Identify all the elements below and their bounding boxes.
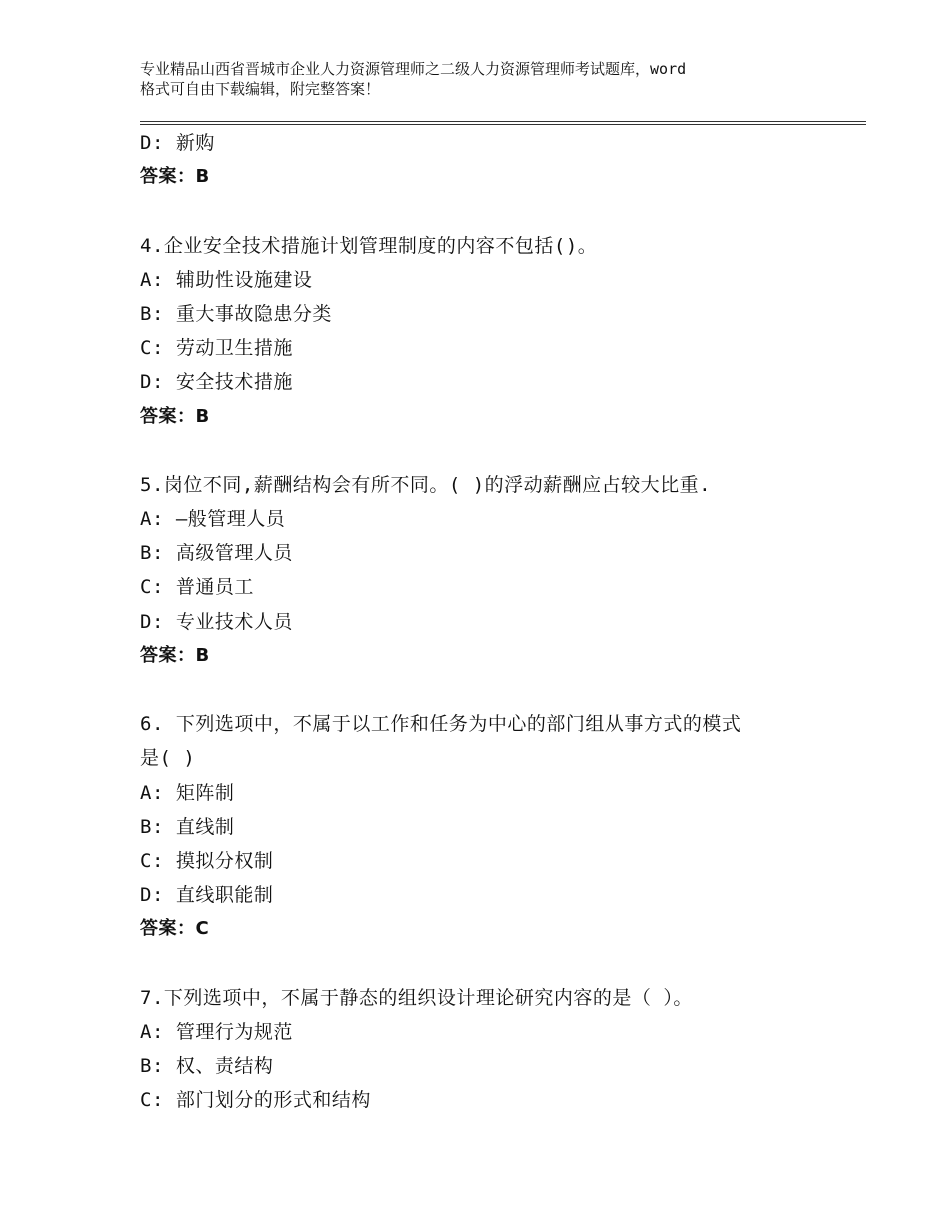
option-a-q7: A: 管理行为规范 — [140, 1020, 293, 1043]
option-d-q5: D: 专业技术人员 — [140, 610, 293, 633]
option-b-q7: B: 权、责结构 — [140, 1055, 274, 1078]
answer-q5: 答案：B — [140, 644, 210, 666]
question-6-text-line-1: 6. 下列选项中，不属于以工作和任务为中心的部门组从事方式的模式 — [140, 713, 742, 736]
spacer — [140, 673, 840, 707]
option-d-q6: D: 直线职能制 — [140, 884, 274, 907]
option-b-q5: B: 高级管理人员 — [140, 542, 293, 565]
question-list — [140, 126, 840, 1117]
spacer — [140, 434, 840, 468]
option-d-q3: D: 新购 — [140, 132, 215, 154]
header-title-line-1: 专业精品山西省晋城市企业人力资源管理师之二级人力资源管理师考试题库，word — [140, 60, 687, 78]
option-a-q5: A: —般管理人员 — [140, 508, 286, 531]
header-divider-top — [140, 121, 866, 122]
document-header — [140, 59, 840, 99]
option-a-q6: A: 矩阵制 — [140, 781, 235, 804]
question-4-text: 4.企业安全技术措施计划管理制度的内容不包括()。 — [140, 234, 598, 257]
answer-q4: 答案：B — [140, 405, 210, 427]
header-title-line-2: 格式可自由下载编辑，附完整答案！ — [140, 80, 381, 98]
option-c-q4: C: 劳动卫生措施 — [140, 337, 293, 360]
question-7-text: 7.下列选项中，不属于静态的组织设计理论研究内容的是（ ）。 — [140, 986, 693, 1009]
header-divider-bottom — [140, 124, 866, 125]
question-6-text-line-2: 是( ) — [140, 747, 196, 770]
option-c-q5: C: 普通员工 — [140, 576, 254, 599]
question-5-text: 5.岗位不同,薪酬结构会有所不同。( )的浮动薪酬应占较大比重. — [140, 473, 712, 496]
option-a-q4: A: 辅助性设施建设 — [140, 268, 313, 291]
option-d-q4: D: 安全技术措施 — [140, 371, 293, 394]
answer-q6: 答案：C — [140, 918, 210, 940]
spacer — [140, 947, 840, 981]
option-c-q7: C: 部门划分的形式和结构 — [140, 1089, 371, 1112]
option-b-q6: B: 直线制 — [140, 815, 235, 838]
answer-q3: 答案：B — [140, 166, 210, 188]
option-c-q6: C: 摸拟分权制 — [140, 849, 274, 872]
spacer — [140, 194, 840, 228]
option-b-q4: B: 重大事故隐患分类 — [140, 302, 332, 325]
